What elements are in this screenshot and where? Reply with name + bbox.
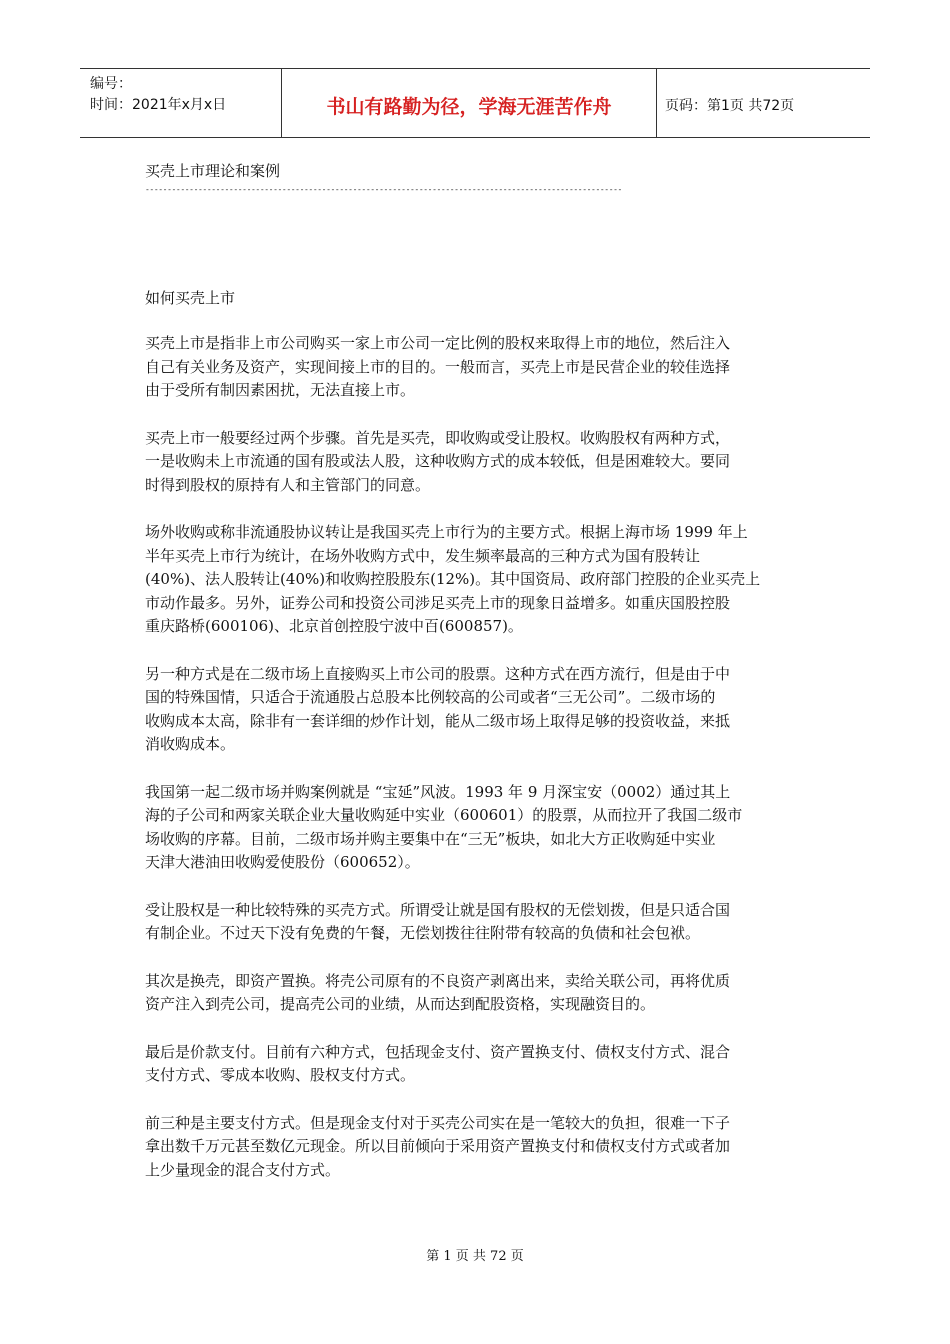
paragraph bbox=[145, 1112, 813, 1183]
paragraph-line: 一是收购未上市流通的国有股或法人股，这种收购方式的成本较低，但是困难较大。要同 bbox=[145, 452, 731, 470]
paragraph-line: 上少量现金的混合支付方式。 bbox=[145, 1160, 341, 1179]
paragraph-line: 有制企业。不过天下没有免费的午餐，无偿划拨往往附带有较高的负债和社会包袱。 bbox=[145, 924, 701, 942]
paragraph-line: 天津大港油田收购爱使股份（600652）。 bbox=[145, 853, 420, 871]
page-footer: 第 1 页 共 72 页 bbox=[426, 1249, 524, 1264]
paragraph-line: 场收购的序幕。目前，二级市场并购主要集中在“三无”板块，如北大方正收购延中实业 bbox=[145, 829, 716, 848]
paragraph-line: 买壳上市一般要经过两个步骤。首先是买壳，即收购或受让股权。收购股权有两种方式， bbox=[145, 428, 731, 447]
paragraph bbox=[145, 332, 813, 403]
paragraph-line: 受让股权是一种比较特殊的买壳方式。所谓受让就是国有股权的无偿划拨，但是只适合国 bbox=[145, 900, 731, 919]
paragraph-line: 另一种方式是在二级市场上直接购买上市公司的股票。这种方式在西方流行，但是由于中 bbox=[145, 664, 731, 683]
header-page-label: 页码：第1页 共72页 bbox=[665, 98, 795, 114]
paragraph-line: 其次是换壳，即资产置换。将壳公司原有的不良资产剥离出来，卖给关联公司，再将优质 bbox=[145, 971, 731, 990]
paragraph bbox=[145, 427, 813, 498]
paragraph-line: 买壳上市是指非上市公司购买一家上市公司一定比例的股权来取得上市的地位，然后注入 bbox=[145, 334, 731, 352]
header-motto: 书山有路勤为径，学海无涯苦作舟 bbox=[282, 69, 657, 137]
paragraph-line: 重庆路桥(600106)、北京首创控股宁波中百(600857)。 bbox=[145, 617, 523, 635]
document-title: 买壳上市理论和案例 bbox=[145, 162, 281, 180]
section-heading: 如何买壳上市 bbox=[145, 289, 236, 307]
paragraph bbox=[145, 1041, 813, 1088]
document-body bbox=[145, 332, 813, 1206]
document-number-label: 编号： bbox=[90, 76, 132, 92]
paragraph-line: 自己有关业务及资产，实现间接上市的目的。一般而言，买壳上市是民营企业的较佳选择 bbox=[145, 357, 731, 376]
paragraph bbox=[145, 663, 813, 757]
page-header bbox=[80, 68, 870, 138]
paragraph bbox=[145, 521, 813, 639]
paragraph-line: 最后是价款支付。目前有六种方式，包括现金支付、资产置换支付、债权支付方式、混合 bbox=[145, 1042, 731, 1061]
title-separator: ------------------------------------------------------------------------------------------------------------ bbox=[145, 185, 622, 194]
paragraph-line: 拿出数千万元甚至数亿元现金。所以目前倾向于采用资产置换支付和债权支付方式或者加 bbox=[145, 1137, 731, 1155]
paragraph-line: 半年买壳上市行为统计，在场外收购方式中，发生频率最高的三种方式为国有股转让 bbox=[145, 546, 701, 565]
paragraph-line: 市动作最多。另外，证券公司和投资公司涉足买壳上市的现象日益增多。如重庆国股控股 bbox=[145, 593, 731, 612]
paragraph-line: 资产注入到壳公司，提高壳公司的业绩，从而达到配股资格，实现融资目的。 bbox=[145, 995, 656, 1013]
paragraph-line: 消收购成本。 bbox=[145, 735, 236, 753]
paragraph-line: 前三种是主要支付方式。但是现金支付对于买壳公司实在是一笔较大的负担，很难一下子 bbox=[145, 1113, 731, 1132]
paragraph-line: 由于受所有制因素困扰，无法直接上市。 bbox=[145, 381, 416, 399]
paragraph-line: 时得到股权的原持有人和主管部门的同意。 bbox=[145, 475, 431, 494]
paragraph-line: 我国第一起二级市场并购案例就是 “宝延”风波。1993 年 9 月深宝安（0002）通过其上 bbox=[145, 782, 731, 801]
header-info-cell bbox=[80, 69, 282, 137]
paragraph bbox=[145, 781, 813, 875]
paragraph-line: (40%)、法人股转让(40%)和收购控股股东(12%)。其中国资局、政府部门控股的企业买壳上 bbox=[145, 570, 761, 588]
paragraph bbox=[145, 899, 813, 946]
document-date-label: 时间：2021年x月x日 bbox=[90, 97, 227, 113]
paragraph bbox=[145, 970, 813, 1017]
paragraph-line: 支付方式、零成本收购、股权支付方式。 bbox=[145, 1066, 416, 1084]
paragraph-line: 收购成本太高，除非有一套详细的炒作计划，能从二级市场上取得足够的投资收益，来抵 bbox=[145, 711, 731, 730]
paragraph-line: 国的特殊国情，只适合于流通股占总股本比例较高的公司或者“三无公司”。二级市场的 bbox=[145, 688, 716, 706]
paragraph-line: 海的子公司和两家关联企业大量收购延中实业（600601）的股票，从而拉开了我国二级市 bbox=[145, 806, 743, 824]
paragraph-line: 场外收购或称非流通股协议转让是我国买壳上市行为的主要方式。根据上海市场 1999 年上 bbox=[145, 523, 748, 541]
